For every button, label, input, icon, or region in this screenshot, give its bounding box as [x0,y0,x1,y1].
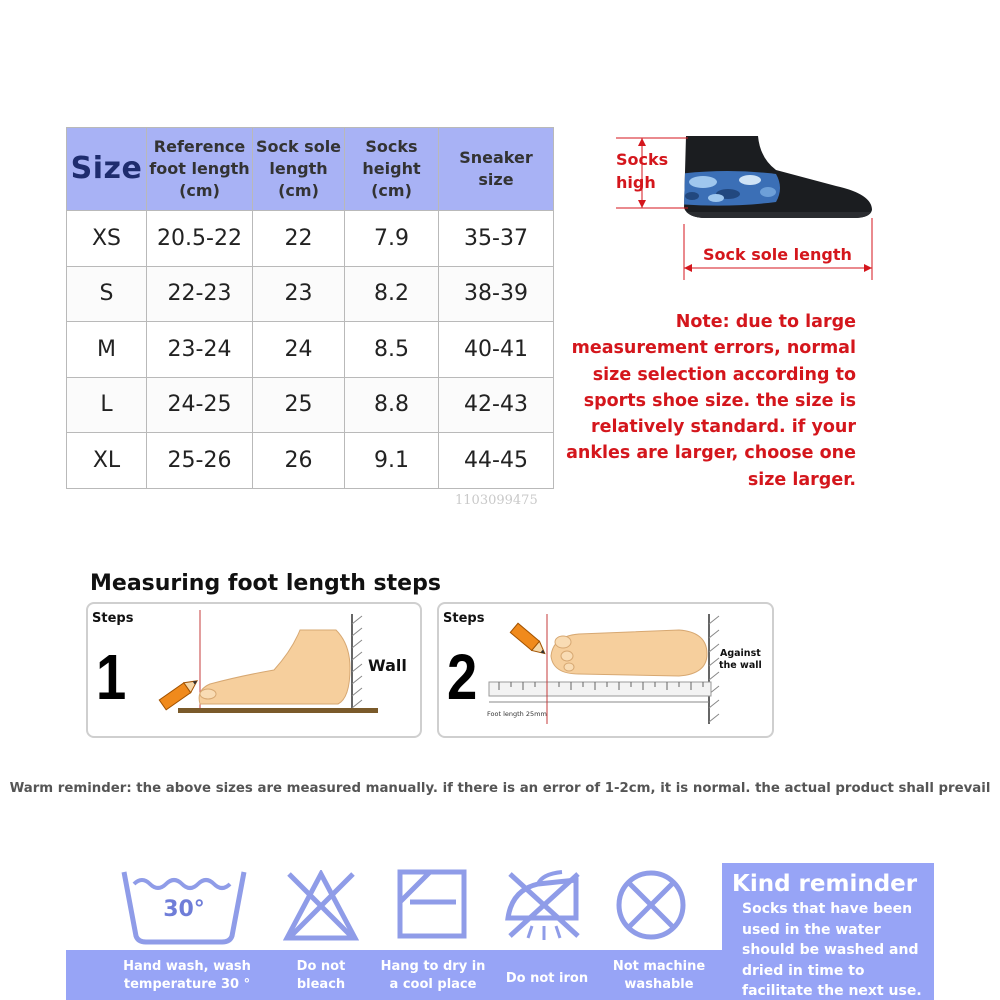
foot-top-ruler-icon [439,604,776,740]
sock-diagram [608,128,898,288]
hand-wash-label: Hand wash, wash temperature 30 ° [123,959,251,992]
header-size: Size [67,128,147,211]
cell-height: 8.2 [345,266,439,322]
step-1-number: 1 [96,641,127,713]
no-iron-label: Do not iron [505,971,589,986]
table-row [67,266,554,322]
cell-size: XL [67,433,147,489]
cell-sneaker: 44-45 [439,433,554,489]
warm-reminder: Warm reminder: the above sizes are measured manually. if there is an error of 1-2cm, it is normal. the actual product shall prevail [9,781,991,796]
header-foot-length: Reference foot length (cm) [147,128,253,211]
cell-sneaker: 38-39 [439,266,554,322]
cell-sneaker: 35-37 [439,211,554,267]
cell-height: 7.9 [345,211,439,267]
cell-foot: 25-26 [147,433,253,489]
cell-foot: 20.5-22 [147,211,253,267]
cell-height: 8.8 [345,377,439,433]
cell-sole: 23 [253,266,345,322]
against-wall-label: Against the wall [719,648,762,671]
no-machine-wash-label: Not machine washable [612,959,706,992]
step-2-card [437,602,774,738]
cell-foot: 24-25 [147,377,253,433]
socks-high-label: Socks high [616,150,669,192]
step-1-word: Steps [92,611,134,626]
kind-reminder-text: Socks that have been used in the water should be washed and dried in time to facilitate the next use. [742,901,922,999]
cell-sole: 24 [253,322,345,378]
size-chart-table [66,127,554,489]
dry-in-shade-label: Hang to dry in a cool place [380,959,486,992]
step-2-number: 2 [447,641,478,713]
step-1-card [86,602,422,738]
cell-size: S [67,266,147,322]
no-bleach-icon [283,870,359,942]
watermark-id: 1103099475 [455,493,538,508]
no-iron-icon [502,866,584,944]
cell-sole: 25 [253,377,345,433]
cell-foot: 23-24 [147,322,253,378]
table-row [67,377,554,433]
no-machine-wash-icon [614,868,688,942]
cell-size: M [67,322,147,378]
sock-sole-length-label: Sock sole length [703,245,852,264]
table-row [67,433,554,489]
kind-reminder-title: Kind reminder [732,871,918,897]
header-sneaker-size: Sneaker size [439,128,554,211]
cell-height: 9.1 [345,433,439,489]
cell-sole: 26 [253,433,345,489]
wash-temperature: 30° [163,897,205,922]
table-row [67,211,554,267]
dry-in-shade-icon [396,868,468,940]
cell-sneaker: 40-41 [439,322,554,378]
kind-reminder-box [722,863,934,1000]
header-sole-length: Sock sole length (cm) [253,128,345,211]
hand-wash-icon [118,866,250,946]
no-bleach-label: Do not bleach [296,959,346,992]
table-row [67,322,554,378]
foot-length-label: Foot length 25mm [487,710,547,718]
cell-size: XS [67,211,147,267]
cell-height: 8.5 [345,322,439,378]
cell-size: L [67,377,147,433]
header-socks-height: Socks height (cm) [345,128,439,211]
wall-label: Wall [368,656,407,675]
cell-foot: 22-23 [147,266,253,322]
table-header-row [67,128,554,211]
size-note: Note: due to large measurement errors, normal size selection according to sports shoe size. the size is relatively standard. if your ankles are larger, choose one size larger. [566,312,856,490]
measuring-title: Measuring foot length steps [90,571,441,596]
cell-sneaker: 42-43 [439,377,554,433]
cell-sole: 22 [253,211,345,267]
step-2-word: Steps [443,611,485,626]
